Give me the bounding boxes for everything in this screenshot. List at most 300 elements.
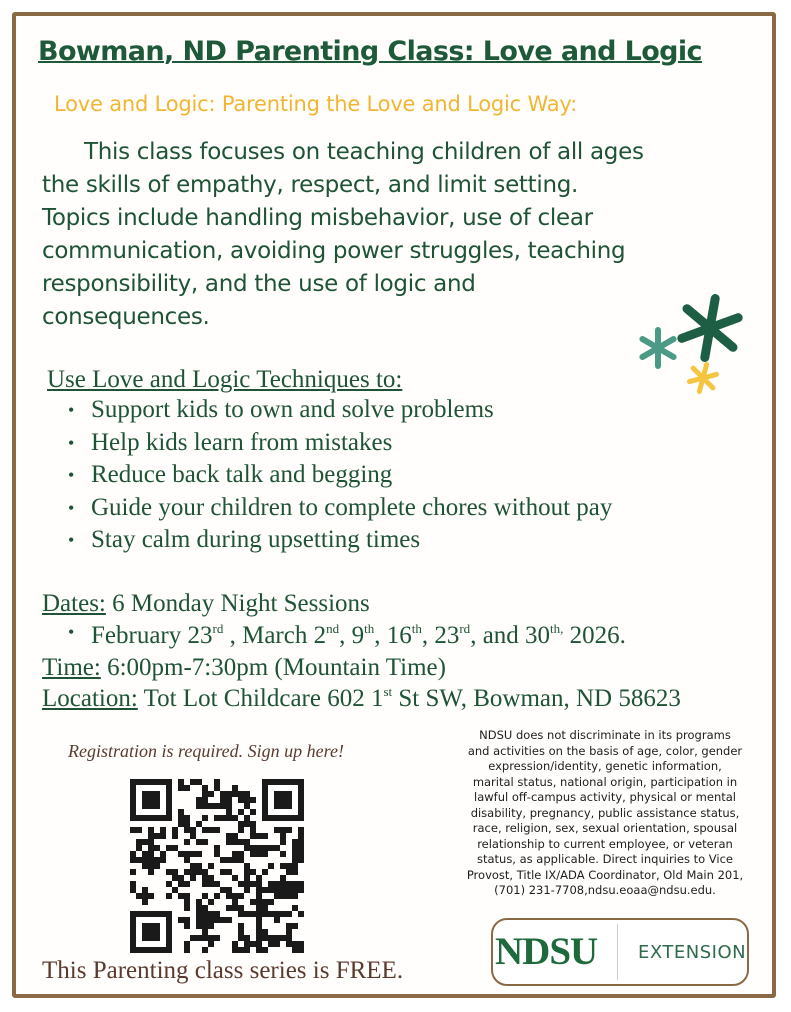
qr-module (280, 875, 286, 881)
qr-module (292, 851, 298, 857)
date-text: , 23 (421, 622, 460, 649)
dates-list-item (62, 622, 626, 650)
qr-module (274, 791, 292, 809)
qr-module (202, 929, 208, 935)
qr-module (178, 815, 184, 821)
qr-module (262, 935, 268, 941)
qr-module (184, 839, 190, 845)
qr-module (184, 941, 190, 947)
qr-module (268, 899, 274, 905)
qr-module (226, 809, 232, 815)
qr-module (298, 911, 304, 917)
qr-module (208, 827, 214, 833)
qr-module (286, 863, 292, 869)
qr-module (238, 929, 244, 935)
qr-module (202, 875, 208, 881)
list-item-text: Stay calm during upsetting times (91, 526, 421, 553)
date-suffix: rd (459, 621, 471, 636)
qr-module (208, 791, 214, 797)
qr-module (262, 911, 268, 917)
qr-module (202, 839, 208, 845)
qr-module (226, 833, 232, 839)
qr-module (274, 893, 280, 899)
qr-module (142, 863, 148, 869)
date-text: 2026. (563, 622, 626, 649)
qr-module (220, 917, 226, 923)
qr-module (232, 791, 238, 797)
qr-module (172, 887, 178, 893)
qr-module (184, 827, 190, 833)
qr-module (286, 935, 292, 941)
qr-module (292, 845, 298, 851)
qr-module (160, 857, 166, 863)
qr-module (244, 947, 250, 953)
disclaimer-line: Provost, Title IX/ADA Coordinator, Old Main 201, (466, 867, 744, 882)
qr-module (142, 851, 148, 857)
qr-module (256, 833, 262, 839)
disclaimer-line: (701) 231-7708,ndsu.eoaa@ndsu.edu. (494, 883, 716, 897)
qr-module (208, 803, 214, 809)
qr-module (202, 923, 208, 929)
qr-code-icon[interactable] (128, 779, 306, 953)
qr-module (238, 905, 244, 911)
qr-module (214, 881, 220, 887)
qr-module (274, 887, 280, 893)
qr-module (202, 791, 208, 797)
qr-module (154, 833, 160, 839)
list-item-text: Reduce back talk and begging (91, 461, 393, 488)
qr-module (286, 911, 292, 917)
qr-module (244, 863, 250, 869)
qr-module (262, 887, 268, 893)
qr-module (256, 935, 262, 941)
location-suffix: st (383, 684, 393, 699)
disclaimer-line: disability, pregnancy, public assistance status, (470, 805, 740, 820)
date-suffix: nd (326, 621, 340, 636)
qr-module (148, 833, 154, 839)
star-petal (687, 309, 710, 328)
date-text: , 9 (339, 622, 365, 649)
qr-module (190, 827, 196, 833)
qr-module (178, 851, 184, 857)
qr-module (202, 893, 208, 899)
qr-module (298, 833, 304, 839)
disclaimer-line: expression/identity, genetic information, (488, 759, 722, 773)
qr-module (244, 887, 250, 893)
qr-module (196, 869, 202, 875)
qr-module (226, 815, 232, 821)
intro-line: This class focuses on teaching children of all ages (84, 139, 644, 165)
qr-module (202, 827, 208, 833)
qr-module (262, 869, 268, 875)
qr-module (202, 947, 208, 953)
qr-module (178, 821, 184, 827)
qr-module (238, 851, 244, 857)
logo-divider (617, 924, 618, 980)
qr-module (250, 899, 256, 905)
qr-module (142, 857, 148, 863)
qr-module (256, 887, 262, 893)
qr-module (178, 785, 184, 791)
dates-line (42, 590, 370, 618)
subtitle: Love and Logic: Parenting the Love and Logic Way: (54, 92, 577, 116)
qr-module (160, 851, 166, 857)
qr-module (148, 851, 154, 857)
qr-module (214, 803, 220, 809)
qr-module (274, 911, 280, 917)
qr-module (142, 893, 148, 899)
qr-module (280, 887, 286, 893)
logo-ndsu-text: NDSU (495, 930, 598, 973)
qr-module (148, 845, 154, 851)
qr-module (202, 797, 208, 803)
qr-module (274, 941, 280, 947)
qr-module (286, 869, 292, 875)
qr-module (148, 839, 154, 845)
qr-module (244, 911, 250, 917)
intro-line: the skills of empathy, respect, and limit setting. (42, 172, 579, 198)
qr-module (148, 893, 154, 899)
qr-module (130, 881, 136, 887)
qr-module (178, 881, 184, 887)
qr-module (196, 923, 202, 929)
qr-module (172, 845, 178, 851)
qr-module (130, 869, 136, 875)
time-value: 6:00pm-7:30pm (Mountain Time) (100, 654, 446, 681)
qr-module (214, 815, 220, 821)
free-note: This Parenting class series is FREE. (42, 957, 404, 984)
qr-module (208, 863, 214, 869)
qr-module (238, 821, 244, 827)
qr-module (262, 947, 268, 953)
qr-module (292, 863, 298, 869)
intro-line: responsibility, and the use of logic and (42, 271, 476, 297)
qr-module (196, 863, 202, 869)
list-item (62, 492, 612, 525)
qr-module (220, 869, 226, 875)
disclaimer-line: lawful off-campus activity, physical or mental (474, 790, 736, 804)
qr-module (220, 815, 226, 821)
qr-module (178, 875, 184, 881)
qr-module (292, 905, 298, 911)
qr-module (232, 875, 238, 881)
location-line (42, 685, 681, 713)
qr-module (130, 887, 136, 893)
qr-module (292, 839, 298, 845)
qr-module (256, 917, 262, 923)
qr-module (298, 857, 304, 863)
qr-module (178, 779, 184, 785)
qr-module (214, 893, 220, 899)
qr-module (196, 821, 202, 827)
qr-module (244, 791, 250, 797)
qr-module (286, 893, 292, 899)
qr-module (214, 785, 220, 791)
qr-module (286, 929, 292, 935)
ndsu-extension-logo (491, 918, 749, 986)
qr-module (280, 851, 286, 857)
qr-module (244, 935, 250, 941)
qr-module (226, 803, 232, 809)
qr-module (130, 857, 136, 863)
bullet: • (68, 622, 75, 642)
qr-module (184, 815, 190, 821)
qr-module (286, 923, 292, 929)
qr-module (232, 899, 238, 905)
qr-module (154, 863, 160, 869)
qr-module (184, 899, 190, 905)
qr-module (214, 917, 220, 923)
disclaimer-line: marital status, national origin, participation in (472, 774, 738, 789)
qr-module (280, 827, 286, 833)
qr-module (226, 905, 232, 911)
qr-module (232, 941, 238, 947)
qr-module (220, 797, 226, 803)
qr-module (250, 833, 256, 839)
qr-module (274, 827, 280, 833)
bullet: • (68, 530, 75, 550)
qr-module (250, 797, 256, 803)
disclaimer-line: relationship to current employee, or veteran (477, 836, 733, 851)
qr-module (184, 947, 190, 953)
date-suffix: th, (550, 621, 564, 636)
qr-module (166, 893, 172, 899)
qr-module (202, 935, 208, 941)
qr-module (172, 875, 178, 881)
qr-module (202, 905, 208, 911)
qr-module (208, 941, 214, 947)
qr-module (298, 941, 304, 947)
qr-module (166, 881, 172, 887)
list-item-text: Support kids to own and solve problems (91, 396, 494, 423)
list-item (62, 394, 612, 427)
qr-module (238, 935, 244, 941)
qr-module (208, 881, 214, 887)
qr-module (190, 935, 196, 941)
qr-module (256, 905, 262, 911)
qr-module (298, 851, 304, 857)
qr-module (262, 905, 268, 911)
qr-module (172, 827, 178, 833)
qr-module (238, 881, 244, 887)
qr-module (220, 887, 226, 893)
qr-module (292, 887, 298, 893)
intro-line: communication, avoiding power struggles, teaching (42, 238, 626, 264)
qr-module (190, 851, 196, 857)
date-text: February 23 (91, 622, 213, 649)
qr-module (280, 863, 286, 869)
qr-module (286, 881, 292, 887)
disclaimer-line: race, religion, sex, sexual orientation, spousal (472, 821, 738, 835)
qr-module (286, 887, 292, 893)
qr-module (226, 869, 232, 875)
qr-module (184, 851, 190, 857)
qr-module (244, 869, 250, 875)
techniques-list (62, 394, 612, 557)
qr-module (244, 941, 250, 947)
qr-module (184, 821, 190, 827)
qr-module (232, 785, 238, 791)
qr-module (196, 803, 202, 809)
qr-module (268, 881, 274, 887)
qr-module (232, 905, 238, 911)
qr-module (232, 893, 238, 899)
qr-module (202, 869, 208, 875)
qr-module (214, 845, 220, 851)
qr-module (196, 851, 202, 857)
qr-module (220, 857, 226, 863)
qr-module (208, 935, 214, 941)
qr-module (268, 887, 274, 893)
qr-module (280, 911, 286, 917)
qr-module (184, 785, 190, 791)
nondiscrimination-statement (452, 728, 758, 899)
qr-module (232, 857, 238, 863)
star-petal (693, 368, 703, 378)
qr-module (250, 881, 256, 887)
qr-module (244, 839, 250, 845)
qr-module (226, 917, 232, 923)
qr-module (196, 911, 202, 917)
qr-module (142, 923, 160, 941)
qr-module (208, 923, 214, 929)
qr-module (232, 851, 238, 857)
qr-module (190, 833, 196, 839)
qr-module (256, 929, 262, 935)
qr-module (256, 893, 262, 899)
qr-module (250, 827, 256, 833)
qr-module (298, 947, 304, 953)
techniques-heading: Use Love and Logic Techniques to: (47, 366, 403, 393)
qr-module (298, 881, 304, 887)
qr-module (202, 881, 208, 887)
qr-module (292, 869, 298, 875)
qr-module (244, 875, 250, 881)
qr-module (142, 887, 148, 893)
qr-module (298, 839, 304, 845)
qr-module (232, 833, 238, 839)
qr-module (208, 899, 214, 905)
date-suffix: th (364, 621, 375, 636)
qr-module (202, 815, 208, 821)
qr-module (184, 905, 190, 911)
qr-module (244, 815, 250, 821)
qr-module (292, 857, 298, 863)
date-text: , 16 (374, 622, 412, 649)
qr-module (250, 941, 256, 947)
qr-module (208, 917, 214, 923)
qr-module (274, 845, 280, 851)
qr-module (196, 779, 202, 785)
qr-module (226, 887, 232, 893)
qr-module (244, 797, 250, 803)
qr-module (148, 857, 154, 863)
qr-module (184, 869, 190, 875)
qr-module (154, 857, 160, 863)
disclaimer-line: status, as applicable. Direct inquiries to Vice (476, 852, 734, 866)
qr-module (178, 809, 184, 815)
qr-module (202, 917, 208, 923)
bullet: • (68, 400, 75, 420)
qr-module (298, 845, 304, 851)
qr-module (292, 881, 298, 887)
qr-module (244, 881, 250, 887)
qr-module (238, 797, 244, 803)
qr-module (166, 869, 172, 875)
qr-module (214, 911, 220, 917)
qr-module (256, 941, 262, 947)
qr-module (292, 947, 298, 953)
qr-module (226, 893, 232, 899)
qr-module (244, 803, 250, 809)
qr-module (256, 899, 262, 905)
registration-note: Registration is required. Sign up here! (68, 741, 344, 761)
qr-module (184, 923, 190, 929)
dates-value: 6 Monday Night Sessions (105, 590, 370, 617)
qr-module (238, 809, 244, 815)
qr-module (256, 881, 262, 887)
time-line (42, 654, 446, 682)
qr-module (250, 911, 256, 917)
qr-module (154, 845, 160, 851)
qr-module (238, 947, 244, 953)
date-text: , and 30 (470, 622, 551, 649)
qr-module (214, 935, 220, 941)
qr-module (262, 851, 268, 857)
location-value: Tot Lot Childcare 602 1 (137, 685, 384, 712)
qr-module (268, 911, 274, 917)
disclaimer-line: NDSU does not discriminate in its programs (479, 728, 731, 742)
qr-module (268, 941, 274, 947)
qr-module (142, 899, 148, 905)
qr-module (142, 839, 148, 845)
qr-module (190, 779, 196, 785)
qr-module (250, 809, 256, 815)
qr-module (142, 791, 160, 809)
qr-module (202, 911, 208, 917)
qr-module (268, 935, 274, 941)
qr-module (292, 923, 298, 929)
qr-module (136, 827, 142, 833)
time-label: Time: (42, 654, 101, 681)
page-title: Bowman, ND Parenting Class: Love and Logic (38, 36, 702, 67)
qr-module (136, 893, 142, 899)
date-suffix: th (411, 621, 422, 636)
qr-module (172, 833, 178, 839)
bullet: • (68, 432, 75, 453)
location-value: St SW, Bowman, ND 58623 (392, 685, 681, 712)
dates-label: Dates: (42, 590, 106, 617)
date-suffix: rd (212, 621, 224, 636)
qr-module (196, 899, 202, 905)
list-item-text: Help kids learn from mistakes (91, 428, 393, 456)
qr-module (232, 947, 238, 953)
qr-module (148, 863, 154, 869)
qr-module (160, 833, 166, 839)
qr-module (220, 803, 226, 809)
qr-module (148, 827, 154, 833)
qr-module (130, 827, 136, 833)
qr-module (238, 791, 244, 797)
qr-module (286, 941, 292, 947)
qr-module (280, 935, 286, 941)
qr-module (298, 827, 304, 833)
qr-module (214, 827, 220, 833)
qr-module (190, 875, 196, 881)
qr-module (250, 845, 256, 851)
qr-module (274, 935, 280, 941)
qr-module (274, 917, 280, 923)
